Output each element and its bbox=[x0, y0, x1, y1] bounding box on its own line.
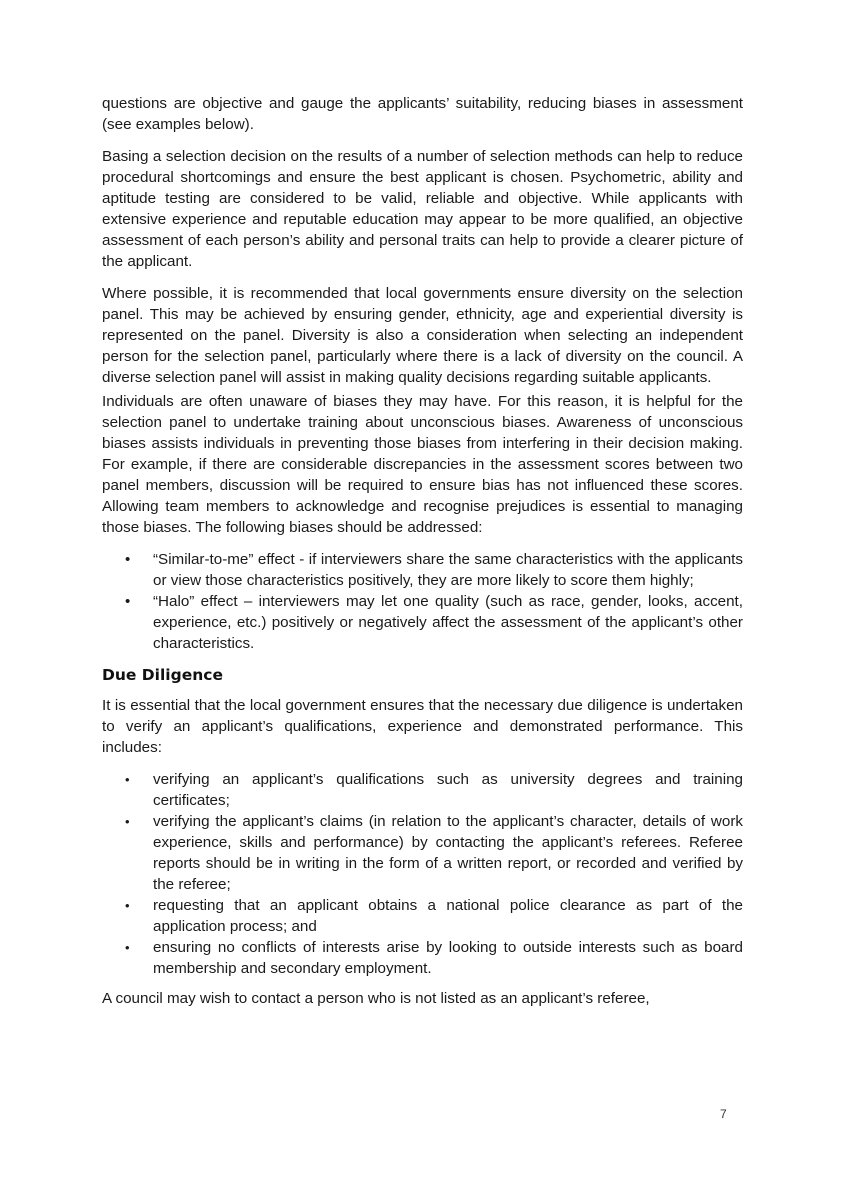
bullet-icon: • bbox=[125, 551, 131, 568]
list-item-text: “Halo” effect – interviewers may let one quality (such as race, gender, looks, accent, experience, etc.) positively or negatively affect the assessment of the applicant’s other characteristics. bbox=[153, 593, 743, 652]
paragraph: Individuals are often unaware of biases they may have. For this reason, it is helpful for the selection panel to undertake training about unconscious biases. Awareness of unconscious biases assists individuals in preventing those biases from interfering in their decision making. For example, if there are considerable discrepancies in the assessment scores between two panel members, discussion will be required to ensure bias has not influenced these scores. Allowing team members to acknowledge and recognise prejudices is essential to managing those biases. The following biases should be addressed: bbox=[102, 393, 743, 536]
paragraph: Where possible, it is recommended that local governments ensure diversity on the selection panel. This may be achieved by ensuring gender, ethnicity, age and experiential diversity is represented on the panel. Diversity is also a consideration when selecting an independent person for the selection panel, particularly where there is a lack of diversity on the council. A diverse selection panel will assist in making quality decisions regarding suitable applicants. bbox=[102, 285, 743, 386]
list-item bbox=[102, 549, 743, 591]
page-number: 7 bbox=[720, 1107, 727, 1121]
list-item-text: “Similar-to-me” effect - if interviewers share the same characteristics with the applicants or view those characteristics positively, they are more likely to score them highly; bbox=[153, 551, 743, 589]
bullet-icon: • bbox=[125, 814, 130, 829]
list-item-text: ensuring no conflicts of interests arise by looking to outside interests such as board membership and secondary employment. bbox=[153, 939, 743, 977]
paragraph: It is essential that the local government ensures that the necessary due diligence is undertaken to verify an applicant’s qualifications, experience and demonstrated performance. This includes: bbox=[102, 697, 743, 756]
due-diligence-list bbox=[102, 769, 743, 979]
list-item-text: requesting that an applicant obtains a national police clearance as part of the application process; and bbox=[153, 897, 743, 935]
list-item-text: verifying the applicant’s claims (in relation to the applicant’s character, details of work experience, skills and performance) by contacting the applicant’s referees. Referee reports should be in writing in the form of a written report, or recorded and verified by the referee; bbox=[153, 813, 743, 893]
paragraph: Basing a selection decision on the results of a number of selection methods can help to reduce procedural shortcomings and ensure the best applicant is chosen. Psychometric, ability and aptitude testing are considered to be valid, reliable and objective. While applicants with extensive experience and reputable education may appear to be more qualified, an objective assessment of each person’s ability and personal traits can help to provide a clearer picture of the applicant. bbox=[102, 148, 743, 270]
bullet-icon: • bbox=[125, 593, 131, 610]
bias-list bbox=[102, 549, 743, 654]
bullet-icon: • bbox=[125, 898, 130, 913]
paragraph: A council may wish to contact a person who is not listed as an applicant’s referee, bbox=[102, 990, 650, 1007]
bullet-icon: • bbox=[125, 940, 130, 955]
list-item bbox=[102, 591, 743, 654]
list-item bbox=[102, 937, 743, 979]
paragraph: questions are objective and gauge the applicants’ suitability, reducing biases in assessment (see examples below). bbox=[102, 95, 743, 133]
list-item-text: verifying an applicant’s qualifications such as university degrees and training certificates; bbox=[153, 771, 743, 809]
list-item bbox=[102, 769, 743, 811]
document-page bbox=[102, 93, 743, 1020]
section-heading: Due Diligence bbox=[102, 666, 223, 684]
list-item bbox=[102, 811, 743, 895]
list-item bbox=[102, 895, 743, 937]
bullet-icon: • bbox=[125, 772, 130, 787]
